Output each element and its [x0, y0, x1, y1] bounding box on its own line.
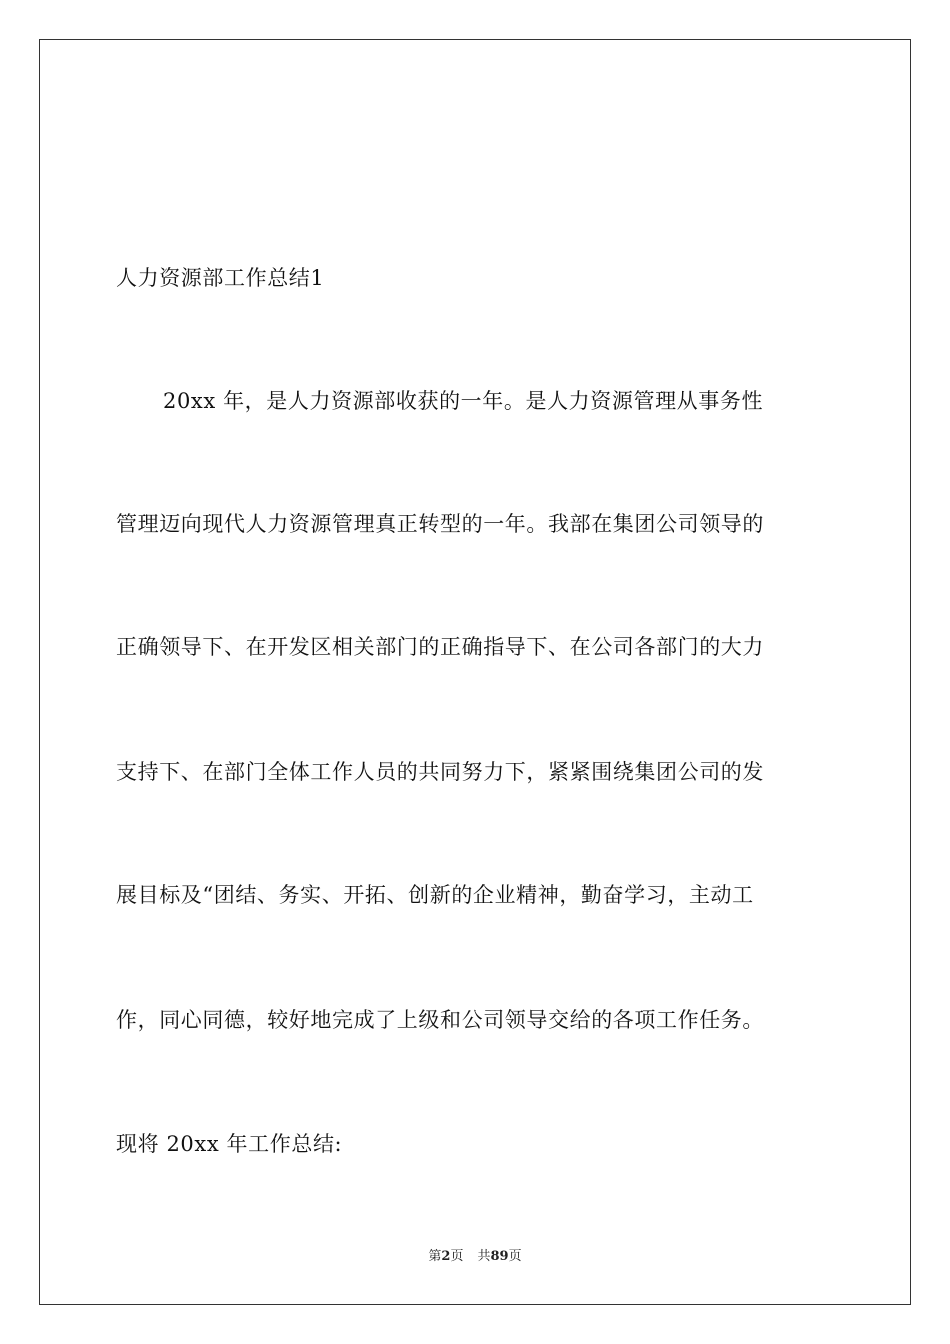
paragraph-line-4: 支持下、在部门全体工作人员的共同努力下，紧紧围绕集团公司的发	[116, 760, 764, 784]
footer-total-prefix: 共	[477, 1249, 491, 1264]
footer-page-number: 2	[441, 1249, 451, 1264]
closing-line: 现将 20xx 年工作总结:	[116, 1132, 343, 1156]
paragraph-line-3: 正确领导下、在开发区相关部门的正确指导下、在公司各部门的大力	[116, 635, 764, 659]
page-footer	[0, 1248, 950, 1266]
footer-total-suffix: 页	[508, 1249, 522, 1264]
paragraph-line-5: 展目标及“团结、务实、开拓、创新的企业精神，勤奋学习，主动工	[116, 883, 754, 907]
footer-page-prefix: 第	[428, 1249, 442, 1264]
footer-page-suffix: 页	[450, 1249, 464, 1264]
page-border	[39, 39, 911, 1305]
document-title: 人力资源部工作总结1	[116, 266, 325, 290]
footer-total-pages: 89	[490, 1249, 509, 1264]
paragraph-line-1: 20xx 年，是人力资源部收获的一年。是人力资源管理从事务性	[163, 389, 764, 413]
paragraph-line-2: 管理迈向现代人力资源管理真正转型的一年。我部在集团公司领导的	[116, 512, 764, 536]
paragraph-line-6: 作，同心同德，较好地完成了上级和公司领导交给的各项工作任务。	[116, 1008, 764, 1032]
